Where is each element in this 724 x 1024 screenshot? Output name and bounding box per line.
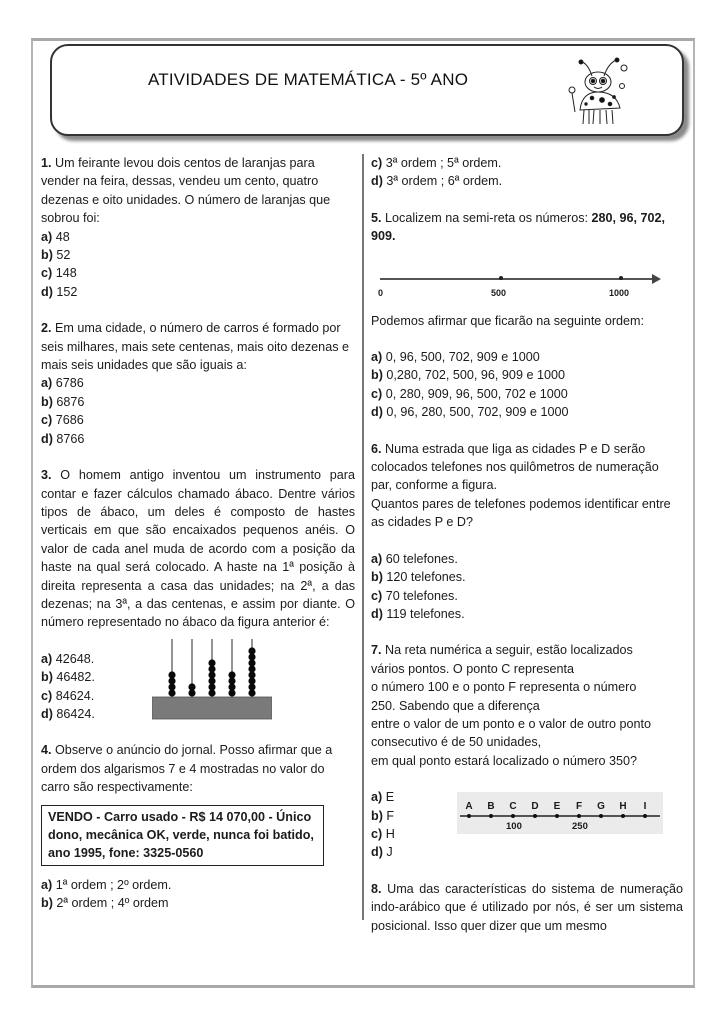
question-8 xyxy=(371,880,683,935)
right-column xyxy=(371,154,683,953)
point-label: F xyxy=(575,801,583,813)
option-c: c) 70 telefones. xyxy=(371,588,458,603)
question-1 xyxy=(41,154,355,301)
option-b: b) F xyxy=(371,808,395,823)
label-0: 0 xyxy=(378,287,384,298)
option-c: c) 7686 xyxy=(41,413,84,428)
option-d: d) 0, 96, 280, 500, 702, 909 e 1000 xyxy=(371,405,569,420)
option-d: d) J xyxy=(371,845,393,860)
value-label-100: 100 xyxy=(506,821,522,833)
point-label: E xyxy=(553,801,561,813)
question-number: 6. xyxy=(371,441,382,456)
points-number-line-figure xyxy=(457,792,663,834)
header-banner xyxy=(50,44,684,136)
point-label: I xyxy=(643,801,647,813)
option-c: c) 0, 280, 909, 96, 500, 702 e 1000 xyxy=(371,386,568,401)
option-a: a) 1ª ordem ; 2º ordem. xyxy=(41,877,172,892)
option-a: a) 6786 xyxy=(41,376,84,391)
tick-1000 xyxy=(619,276,623,280)
question-text: Localizem na semi-reta os números: xyxy=(385,210,592,225)
question-text: Um feirante levou dois centos de laranjas para vender na feira, dessas, vendeu um cento, quatro dezenas e oito unidades. O número de laranjas que sobrou foi: xyxy=(41,156,331,226)
question-4-continued xyxy=(371,154,683,191)
question-text: Numa estrada que liga as cidades P e D serão colocados telefones nos quilômetros de numeração par, conforme a figura. xyxy=(371,441,659,493)
option-b: b) 46482. xyxy=(41,670,95,685)
option-d: d) 3ª ordem ; 6ª ordem. xyxy=(371,174,503,189)
point-label: D xyxy=(531,801,539,813)
option-a: a) 60 telefones. xyxy=(371,551,458,566)
column-divider xyxy=(362,154,364,920)
option-a: a) E xyxy=(371,790,395,805)
question-2 xyxy=(41,319,355,448)
question-text-2: Quantos pares de telefones podemos identificar entre as cidades P e D? xyxy=(371,496,671,530)
point-label: A xyxy=(465,801,473,813)
question-number: 2. xyxy=(41,321,52,336)
tick-500 xyxy=(499,276,503,280)
question-text: O homem antigo inventou um instrumento para contar e fazer cálculos chamado ábaco. Dentre vários tipos de ábaco, um deles é composto de hastes verticais em que são encaixados pequenos anéis. O valor de cada anel muda de acordo com a posição da haste na qual será colocado. A haste na 1ª posição à direita representa a casa das unidades; na 2ª, a das dezenas; na 3ª, a das centenas, e assim por diante. O número representado no ábaco da figura anterior é: xyxy=(41,468,356,630)
question-number: 8. xyxy=(371,881,382,896)
question-7: 7. Na reta numérica a seguir, estão localizados vários pontos. O ponto C representa o número 100 e o ponto F representa o número 250. Sabendo que a diferença entre o valor de um ponto e o valor de outro ponto consecutivo é de 50 unidades, em qual ponto estará localizado o número 350? a) E b) F c) H d) J A B C D E F G H I 100 250 xyxy=(371,641,683,861)
option-c: c) 3ª ordem ; 5ª ordem. xyxy=(371,156,502,170)
option-a: a) 48 xyxy=(41,229,70,244)
newspaper-ad: VENDO - Carro usado - R$ 14 070,00 - Único dono, mecânica OK, verde, nunca foi batido, ano 1995, fone: 3325-0560 xyxy=(41,805,324,866)
label-1000: 1000 xyxy=(609,287,630,298)
question-number: 1. xyxy=(41,156,52,170)
question-number: 5. xyxy=(371,210,382,225)
question-numbers: 280, 96, 702, 909. xyxy=(371,210,666,244)
abacus-figure xyxy=(152,637,272,721)
option-d: d) 86424. xyxy=(41,706,95,721)
question-text: Uma das características do sistema de numeração indo-arábico que é utilizado por nós, é ser um sistema posicional. Isso quer dizer que um mesmo xyxy=(371,881,684,933)
question-6 xyxy=(371,440,683,624)
option-b: b) 120 telefones. xyxy=(371,570,466,585)
option-c: c) 148 xyxy=(41,266,77,281)
ladybug-illustration-icon xyxy=(562,54,636,128)
point-label: B xyxy=(487,801,495,813)
value-label-250: 250 xyxy=(572,821,588,833)
option-b: b) 2ª ordem ; 4º ordem xyxy=(41,896,169,911)
question-5 xyxy=(371,209,683,422)
option-c: c) 84624. xyxy=(41,688,95,703)
question-text: Em uma cidade, o número de carros é formado por seis milhares, mais sete centenas, mais oito dezenas e mais seis unidades que são iguais a: xyxy=(41,321,349,373)
question-prompt: Podemos afirmar que ficarão na seguinte ordem: xyxy=(371,313,645,328)
option-a: a) 0, 96, 500, 702, 909 e 1000 xyxy=(371,350,540,365)
option-c: c) H xyxy=(371,826,395,841)
question-7-options xyxy=(371,788,683,862)
option-d: d) 119 telefones. xyxy=(371,606,465,621)
question-4 xyxy=(41,741,355,912)
left-column xyxy=(41,154,355,931)
option-b: b) 6876 xyxy=(41,394,85,409)
option-b: b) 52 xyxy=(41,248,71,263)
option-b: b) 0,280, 702, 500, 96, 909 e 1000 xyxy=(371,368,565,383)
label-500: 500 xyxy=(491,287,507,298)
option-d: d) 8766 xyxy=(41,431,85,446)
page-title: ATIVIDADES DE MATEMÁTICA - 5º ANO xyxy=(148,70,469,89)
question-number: 4. xyxy=(41,743,52,758)
question-number: 7. xyxy=(371,643,382,658)
number-line-figure xyxy=(371,258,683,304)
question-text: Observe o anúncio do jornal. Posso afirmar que a ordem dos algarismos 7 e 4 mostradas no valor do carro são respectivamente: xyxy=(41,743,333,795)
option-a: a) 42648. xyxy=(41,651,95,666)
point-label: G xyxy=(597,801,605,813)
question-number: 3. xyxy=(41,468,52,483)
point-label: H xyxy=(619,801,627,813)
point-label: C xyxy=(509,801,517,813)
option-d: d) 152 xyxy=(41,284,78,299)
arrow-right-icon xyxy=(652,274,661,284)
number-line-axis xyxy=(380,278,656,280)
